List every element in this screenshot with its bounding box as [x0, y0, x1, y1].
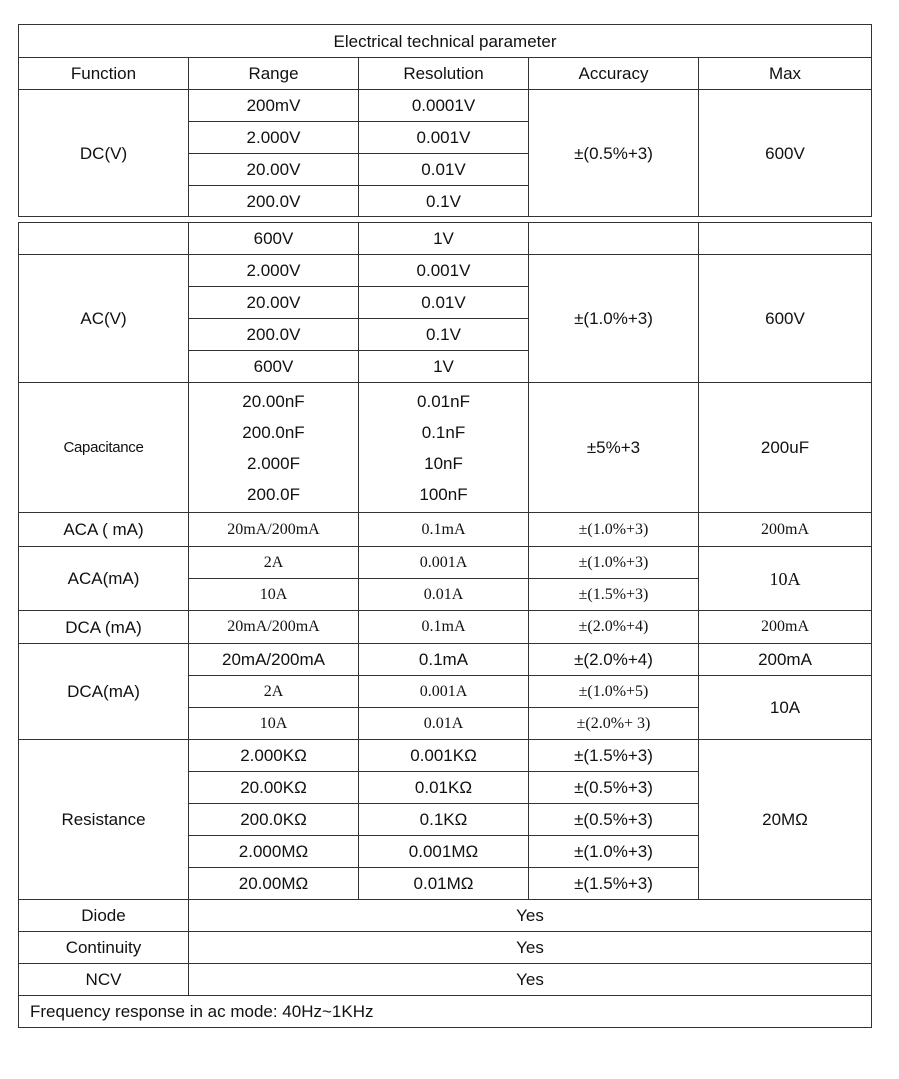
max-cell: 10A [699, 676, 872, 740]
max-cell: 200mA [699, 513, 872, 547]
accuracy-cell: ±5%+3 [529, 383, 699, 513]
spec-table-top [18, 24, 872, 217]
resolution-cell: 1V [359, 351, 529, 383]
accuracy-cell: ±(0.5%+3) [529, 804, 699, 836]
resolution-cell: 0.001V [359, 255, 529, 287]
resolution-cell: 0.1mA [359, 513, 529, 547]
max-cell: 20MΩ [699, 740, 872, 900]
resolution-cell: 0.0001V [359, 90, 529, 122]
range-cell: 20mA/200mA [189, 611, 359, 644]
function-continuity: Continuity [19, 932, 189, 964]
range-cell: 20mA/200mA [189, 644, 359, 676]
accuracy-cell: ±(1.0%+3) [529, 255, 699, 383]
range-cell: 200mV [189, 90, 359, 122]
capacitance-resolutions [359, 383, 529, 513]
range-cell: 600V [189, 351, 359, 383]
range-cell: 200.0F [247, 484, 300, 504]
resolution-cell: 0.1mA [359, 611, 529, 644]
accuracy-cell: ±(0.5%+3) [529, 772, 699, 804]
range-cell: 20.00nF [242, 391, 305, 411]
resolution-cell: 0.1V [359, 319, 529, 351]
header-resolution: Resolution [359, 58, 529, 90]
accuracy-cell [529, 223, 699, 255]
header-range: Range [189, 58, 359, 90]
resolution-cell: 0.01MΩ [359, 868, 529, 900]
function-dca-2: DCA(mA) [19, 644, 189, 740]
resolution-cell: 0.01nF [417, 391, 470, 411]
range-cell: 20.00V [189, 287, 359, 319]
header-max: Max [699, 58, 872, 90]
resolution-cell: 0.01V [359, 287, 529, 319]
max-cell: 10A [699, 547, 872, 611]
range-cell: 200.0V [189, 319, 359, 351]
max-cell: 200uF [699, 383, 872, 513]
table-title: Electrical technical parameter [19, 25, 872, 58]
range-cell: 10A [189, 579, 359, 611]
ncv-value: Yes [189, 964, 872, 996]
max-cell [699, 223, 872, 255]
resolution-cell: 100nF [419, 484, 468, 504]
resolution-cell: 0.01KΩ [359, 772, 529, 804]
range-cell: 200.0nF [242, 422, 305, 442]
accuracy-cell: ±(1.0%+3) [529, 547, 699, 579]
resolution-cell: 0.01A [359, 579, 529, 611]
accuracy-cell: ±(2.0%+ 3) [529, 708, 699, 740]
range-cell: 20.00V [189, 154, 359, 186]
max-cell: 200mA [699, 611, 872, 644]
diode-value: Yes [189, 900, 872, 932]
accuracy-cell: ±(1.0%+3) [529, 836, 699, 868]
accuracy-cell: ±(1.5%+3) [529, 868, 699, 900]
range-cell: 2.000V [189, 255, 359, 287]
accuracy-cell: ±(2.0%+4) [529, 611, 699, 644]
accuracy-cell: ±(2.0%+4) [529, 644, 699, 676]
max-cell: 200mA [699, 644, 872, 676]
range-cell: 2.000KΩ [189, 740, 359, 772]
max-cell: 600V [699, 255, 872, 383]
resolution-cell: 0.01A [359, 708, 529, 740]
accuracy-cell: ±(0.5%+3) [529, 90, 699, 217]
resolution-cell: 0.001A [359, 676, 529, 708]
resolution-cell: 0.1nF [421, 422, 466, 442]
frequency-note: Frequency response in ac mode: 40Hz~1KHz [19, 996, 872, 1028]
continuity-value: Yes [189, 932, 872, 964]
resolution-cell: 0.1V [359, 186, 529, 217]
range-cell: 20mA/200mA [189, 513, 359, 547]
function-aca-2: ACA(mA) [19, 547, 189, 611]
range-cell: 10A [189, 708, 359, 740]
resolution-cell: 0.01V [359, 154, 529, 186]
accuracy-cell: ±(1.5%+3) [529, 579, 699, 611]
range-cell: 20.00KΩ [189, 772, 359, 804]
range-cell: 2A [189, 676, 359, 708]
range-cell: 600V [189, 223, 359, 255]
function-resistance: Resistance [19, 740, 189, 900]
function-aca-1: ACA ( mA) [19, 513, 189, 547]
accuracy-cell: ±(1.0%+3) [529, 513, 699, 547]
range-cell: 2A [189, 547, 359, 579]
capacitance-ranges [189, 383, 359, 513]
resolution-cell: 0.1KΩ [359, 804, 529, 836]
function-acv: AC(V) [19, 255, 189, 383]
accuracy-cell: ±(1.0%+5) [529, 676, 699, 708]
range-cell: 2.000V [189, 122, 359, 154]
resolution-cell: 0.001A [359, 547, 529, 579]
range-cell: 2.000MΩ [189, 836, 359, 868]
function-cell [19, 223, 189, 255]
function-ncv: NCV [19, 964, 189, 996]
header-function: Function [19, 58, 189, 90]
range-cell: 20.00MΩ [189, 868, 359, 900]
range-cell: 200.0V [189, 186, 359, 217]
resolution-cell: 0.001MΩ [359, 836, 529, 868]
resolution-cell: 10nF [424, 453, 463, 473]
resolution-cell: 1V [359, 223, 529, 255]
function-dca-1: DCA (mA) [19, 611, 189, 644]
function-dcv: DC(V) [19, 90, 189, 217]
header-accuracy: Accuracy [529, 58, 699, 90]
function-capacitance: Capacitance [19, 383, 189, 513]
accuracy-cell: ±(1.5%+3) [529, 740, 699, 772]
spec-table-bottom [18, 222, 872, 1028]
function-diode: Diode [19, 900, 189, 932]
resolution-cell: 0.1mA [359, 644, 529, 676]
max-cell: 600V [699, 90, 872, 217]
resolution-cell: 0.001V [359, 122, 529, 154]
resolution-cell: 0.001KΩ [359, 740, 529, 772]
range-cell: 2.000F [247, 453, 300, 473]
range-cell: 200.0KΩ [189, 804, 359, 836]
